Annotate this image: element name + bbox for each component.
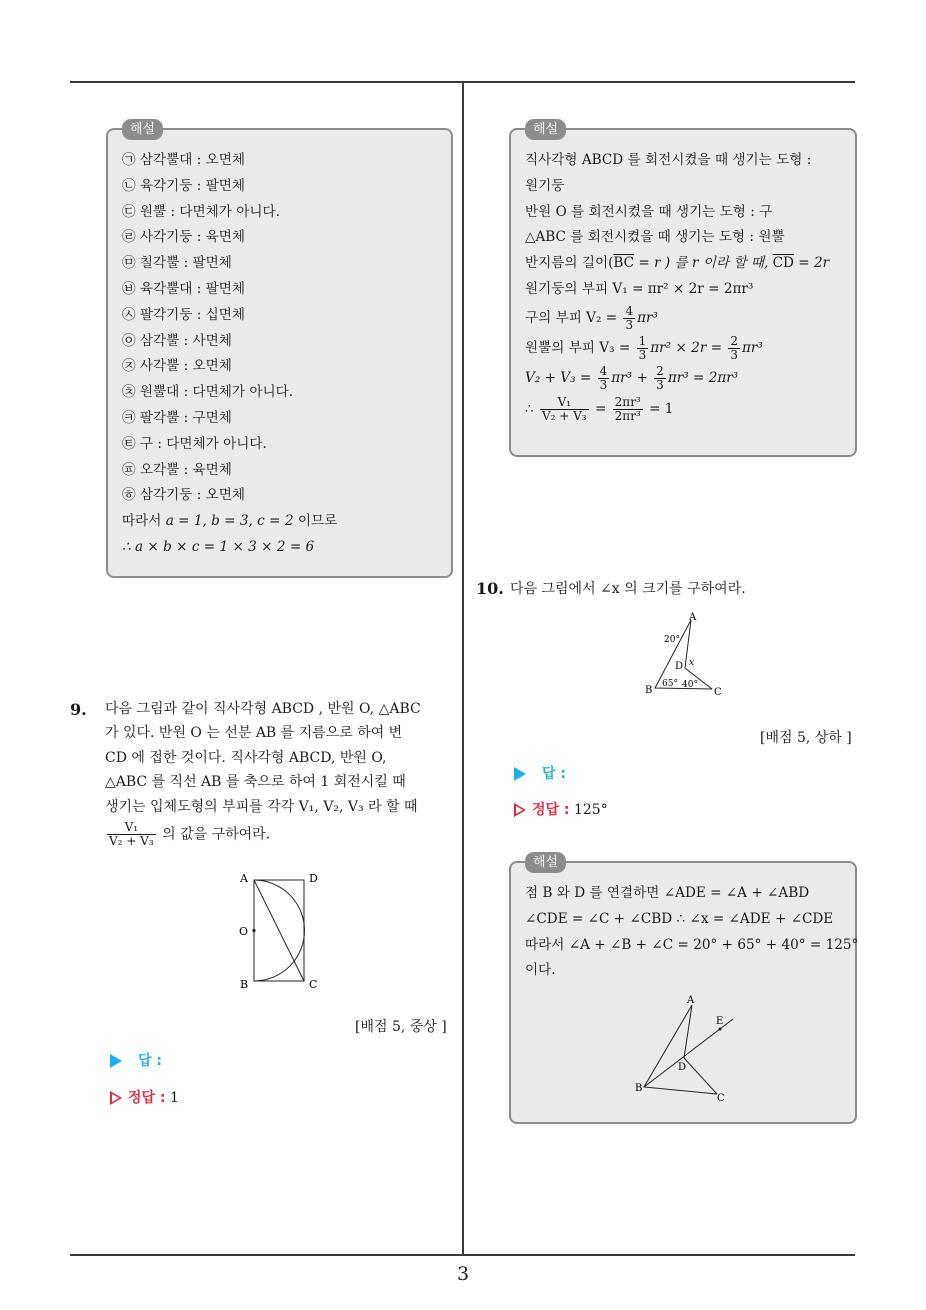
label-angle-65: 65° bbox=[662, 679, 678, 689]
solution-box-left bbox=[106, 122, 453, 578]
solution-label: 해설 bbox=[122, 119, 163, 140]
solution-line: ㉬ 오각뿔 : 육면체 bbox=[122, 461, 232, 478]
solution-line: ㉦ 팔각기둥 : 십면체 bbox=[122, 306, 246, 323]
answer-prompt: 답 : bbox=[514, 763, 566, 783]
solution-line: ㉫ 구 : 다면체가 아니다. bbox=[122, 435, 267, 452]
volume-ratio-fraction: $\frac{\text{V₁}}{\text{V₂ + V₃}}$ bbox=[109, 820, 154, 849]
label-c: C bbox=[714, 687, 722, 698]
label-c: C bbox=[717, 1093, 725, 1101]
bottom-rule bbox=[70, 1254, 855, 1256]
question-10-text: 다음 그림에서 ∠x 의 크기를 구하여라. bbox=[510, 581, 746, 597]
solution-conclusion: 따라서 a = 1, b = 3, c = 2 이므로 bbox=[122, 513, 338, 530]
radius-line: 반지름의 길이($\overline{BC} = r$ ) 를 r 이라 할 때, $\overline{CD} = 2r$ bbox=[525, 255, 830, 272]
label-b: B bbox=[645, 685, 653, 696]
label-b: B bbox=[240, 978, 249, 991]
solution-line: ㉣ 사각기둥 : 육면체 bbox=[122, 229, 246, 246]
solution-label: 해설 bbox=[525, 119, 566, 140]
outline-triangle-icon bbox=[514, 803, 526, 817]
solution-line: ㉨ 사각뿔 : 오면체 bbox=[122, 358, 232, 375]
label-angle-20: 20° bbox=[664, 635, 680, 645]
sphere-volume: 구의 부피 V₂ = $\frac{4}{3}$ πr³ bbox=[525, 303, 659, 332]
solution-line: ㉠ 삼각뿔대 : 오면체 bbox=[122, 152, 246, 168]
rectangle-semicircle-figure bbox=[234, 868, 334, 993]
label-e: E bbox=[716, 1016, 724, 1027]
label-d: D bbox=[309, 872, 318, 885]
question-number: 10. bbox=[476, 579, 504, 598]
solution-line: ㉪ 팔각뿔 : 구면체 bbox=[122, 409, 232, 426]
label-x: x bbox=[689, 658, 695, 668]
label-d: D bbox=[678, 1062, 687, 1073]
solution-box-right-1: 해설 직사각형 ABCD 를 회전시켰을 때 생기는 도형 : 원기둥 반원 O 를 회전시켰을 때 생기는 도형 : 구 △ABC 를 회전시켰을 때 생기는 도형 : 원뿔 반지름의 길이($\overline{BC} = r$ ) 를 r 이라 할 때, $\overline{CD} = 2r$ 원기둥의 부피 V₁ = πr² × 2r = 2πr³ 구의 부피 V₂ = $\frac{4}{3}$ πr³ 원뿔의 부피 V₃ = $\frac{1}{3}$ πr² × 2r = $\frac{2}{3}$ πr³ V₂ + V₃ = $\frac{4}{3}$ πr³ + $\frac{2}{3}$ πr³ = 2πr³ ∴ $\frac{\text{V₁}}{\text{V₂ + V₃}}$ = $\frac{\text{2πr³}}{\text{2πr³}}$ = 1 bbox=[509, 128, 857, 457]
solution-figure bbox=[629, 991, 749, 1101]
label-d: D bbox=[675, 661, 684, 672]
solution-line: ㉭ 삼각기둥 : 오면체 bbox=[122, 487, 246, 504]
label-o: O bbox=[239, 925, 249, 938]
question-9-text: 다음 그림과 같이 직사각형 ABCD , 반원 O, △ABC 가 있다. 반원 O 는 선분 AB 를 지름으로 하여 변 CD 에 접한 것이다. 직사각형 ABCD, 반원 O, △ABC 를 직선 AB 를 축으로 하여 1 회전시킬 때 생기는 입체도형의 부피를 각각 V₁, V₂, V₃ 라 할 때 $\frac{\text{V₁}}{\text{V₂ + V₃}}$ 의 값을 구하여라. bbox=[105, 701, 421, 849]
page-number: 3 bbox=[456, 1263, 470, 1285]
score-tag: [배점 5, 상하 ] bbox=[760, 730, 852, 746]
solution-line: ㉢ 원뿔 : 다면체가 아니다. bbox=[122, 203, 280, 220]
label-c: C bbox=[309, 978, 318, 991]
outline-triangle-icon bbox=[110, 1091, 122, 1105]
correct-answer: 정답 : 125° bbox=[514, 799, 608, 819]
score-tag: [배점 5, 중상 ] bbox=[355, 1019, 447, 1035]
label-a: A bbox=[687, 995, 695, 1006]
answer-prompt: 답 : bbox=[110, 1050, 162, 1070]
cone-volume: 원뿔의 부피 V₃ = $\frac{1}{3}$ πr² × 2r = $\frac{2}{3}$ πr³ bbox=[525, 333, 763, 362]
correct-answer: 정답 : 1 bbox=[110, 1087, 179, 1107]
solution-label: 해설 bbox=[525, 852, 566, 873]
triangle-icon bbox=[110, 1054, 122, 1068]
label-a: A bbox=[689, 612, 697, 623]
label-angle-40: 40° bbox=[682, 680, 698, 690]
sum-volume: V₂ + V₃ = $\frac{4}{3}$ πr³ + $\frac{2}{3}$ πr³ = 2πr³ bbox=[525, 363, 739, 392]
ratio-result: ∴ $\frac{\text{V₁}}{\text{V₂ + V₃}}$ = $\frac{\text{2πr³}}{\text{2πr³}}$ = 1 bbox=[525, 394, 674, 423]
label-a: A bbox=[240, 872, 248, 885]
label-b: B bbox=[635, 1083, 643, 1094]
solution-line: ㉩ 원뿔대 : 다면체가 아니다. bbox=[122, 384, 294, 401]
solution-line: ㉥ 육각뿔대 : 팔면체 bbox=[122, 280, 246, 297]
solution-line: ㉤ 칠각뿔 : 팔면체 bbox=[122, 255, 232, 272]
solution-line: ㉡ 육각기둥 : 팔면체 bbox=[122, 177, 246, 194]
solution-box-right-2: 해설 점 B 와 D 를 연결하면 ∠ADE = ∠A + ∠ABD ∠CDE = ∠C + ∠CBD ∴ ∠x = ∠ADE + ∠CDE 따라서 ∠A + ∠B + ∠C = 20° + 65° + 40° = 125° 이다. A E D B C bbox=[509, 861, 857, 1124]
solution-final: ∴ a × b × c = 1 × 3 × 2 = 6 bbox=[122, 538, 315, 555]
triangle-icon bbox=[514, 767, 526, 781]
solution-line: ㉧ 삼각뿔 : 사면체 bbox=[122, 332, 232, 349]
triangle-angle-figure bbox=[640, 610, 730, 700]
column-divider bbox=[462, 82, 464, 1254]
question-number: 9. bbox=[70, 700, 87, 719]
